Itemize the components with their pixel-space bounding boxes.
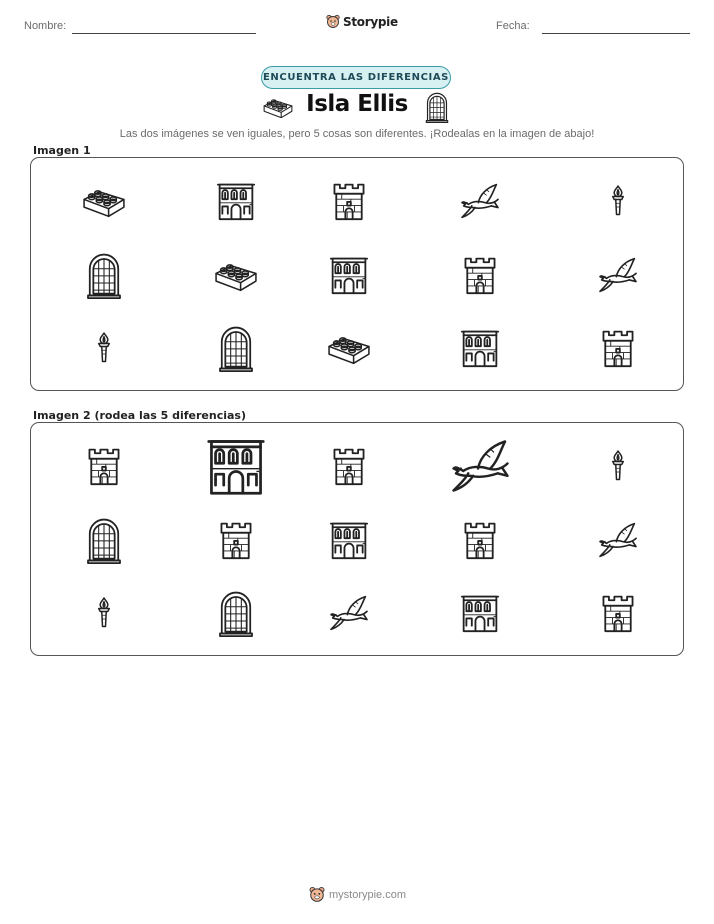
picture-cell	[213, 259, 259, 291]
picture-cell[interactable]	[86, 516, 122, 564]
picture-cell[interactable]	[460, 520, 500, 560]
worksheet-title: Isla Ellis	[306, 91, 408, 117]
picture-cell	[218, 324, 254, 372]
liberty-torch-icon	[95, 593, 113, 633]
picture-cell	[329, 181, 369, 221]
liberty-torch-icon	[95, 328, 113, 368]
name-field-line[interactable]	[72, 33, 256, 34]
brick-building-icon	[460, 593, 500, 633]
image1-panel	[30, 157, 684, 391]
picture-cell[interactable]	[329, 446, 369, 486]
seagull-icon	[446, 439, 515, 493]
picture-cell[interactable]	[595, 522, 641, 558]
picture-cell[interactable]	[609, 446, 627, 486]
picture-cell[interactable]	[329, 520, 369, 560]
brick-building-icon	[329, 255, 369, 295]
liberty-torch-icon	[609, 181, 627, 221]
brick-building-icon	[216, 181, 256, 221]
liberty-torch-icon	[609, 446, 627, 486]
worksheet-badge: ENCUENTRA LAS DIFERENCIAS	[261, 66, 451, 89]
arched-window-icon	[86, 251, 122, 299]
picture-cell[interactable]	[206, 436, 266, 496]
arched-window-icon	[425, 91, 449, 123]
seagull-icon	[326, 595, 372, 631]
lego-brick-icon	[326, 332, 372, 364]
arched-window-icon	[218, 589, 254, 637]
instructions: Las dos imágenes se ven iguales, pero 5 cosas son diferentes. ¡Rodealas en la imagen de abajo!	[119, 128, 595, 140]
picture-cell[interactable]	[84, 446, 124, 486]
picture-cell[interactable]	[446, 439, 515, 493]
image1-label: Imagen 1	[33, 144, 91, 157]
picture-cell	[460, 255, 500, 295]
picture-cell	[86, 251, 122, 299]
picture-cell	[326, 332, 372, 364]
seagull-icon	[595, 257, 641, 293]
brand-name: Storypie	[343, 14, 398, 29]
image2-panel[interactable]	[30, 422, 684, 656]
castle-tower-icon	[329, 446, 369, 486]
name-label: Nombre:	[24, 20, 67, 32]
picture-cell	[95, 328, 113, 368]
arched-window-icon	[86, 516, 122, 564]
picture-cell	[216, 181, 256, 221]
footer	[309, 886, 406, 903]
lego-brick-icon	[213, 259, 259, 291]
date-field-line[interactable]	[542, 33, 690, 34]
castle-tower-icon	[216, 520, 256, 560]
picture-cell[interactable]	[326, 595, 372, 631]
brick-building-icon	[460, 328, 500, 368]
picture-cell[interactable]	[598, 593, 638, 633]
picture-cell[interactable]	[460, 593, 500, 633]
castle-tower-icon	[84, 446, 124, 486]
castle-tower-icon	[460, 255, 500, 295]
lego-brick-icon	[81, 185, 127, 217]
bear-mascot-icon	[309, 886, 325, 903]
castle-tower-icon	[598, 328, 638, 368]
picture-cell[interactable]	[218, 589, 254, 637]
picture-cell	[460, 328, 500, 368]
picture-cell[interactable]	[95, 593, 113, 633]
brick-building-icon	[329, 520, 369, 560]
castle-tower-icon	[460, 520, 500, 560]
footer-site[interactable]: mystorypie.com	[329, 888, 407, 901]
castle-tower-icon	[598, 593, 638, 633]
picture-cell	[598, 328, 638, 368]
date-label: Fecha:	[496, 20, 530, 32]
brick-building-icon	[206, 436, 266, 496]
picture-cell	[609, 181, 627, 221]
picture-cell	[457, 183, 503, 219]
picture-cell	[329, 255, 369, 295]
seagull-icon	[595, 522, 641, 558]
picture-cell[interactable]	[216, 520, 256, 560]
picture-cell	[595, 257, 641, 293]
picture-cell	[81, 185, 127, 217]
castle-tower-icon	[329, 181, 369, 221]
seagull-icon	[457, 183, 503, 219]
arched-window-icon	[218, 324, 254, 372]
storypie-logo	[326, 14, 398, 29]
bear-mascot-icon	[326, 14, 340, 29]
image2-label: Imagen 2 (rodea las 5 diferencias)	[33, 409, 247, 422]
